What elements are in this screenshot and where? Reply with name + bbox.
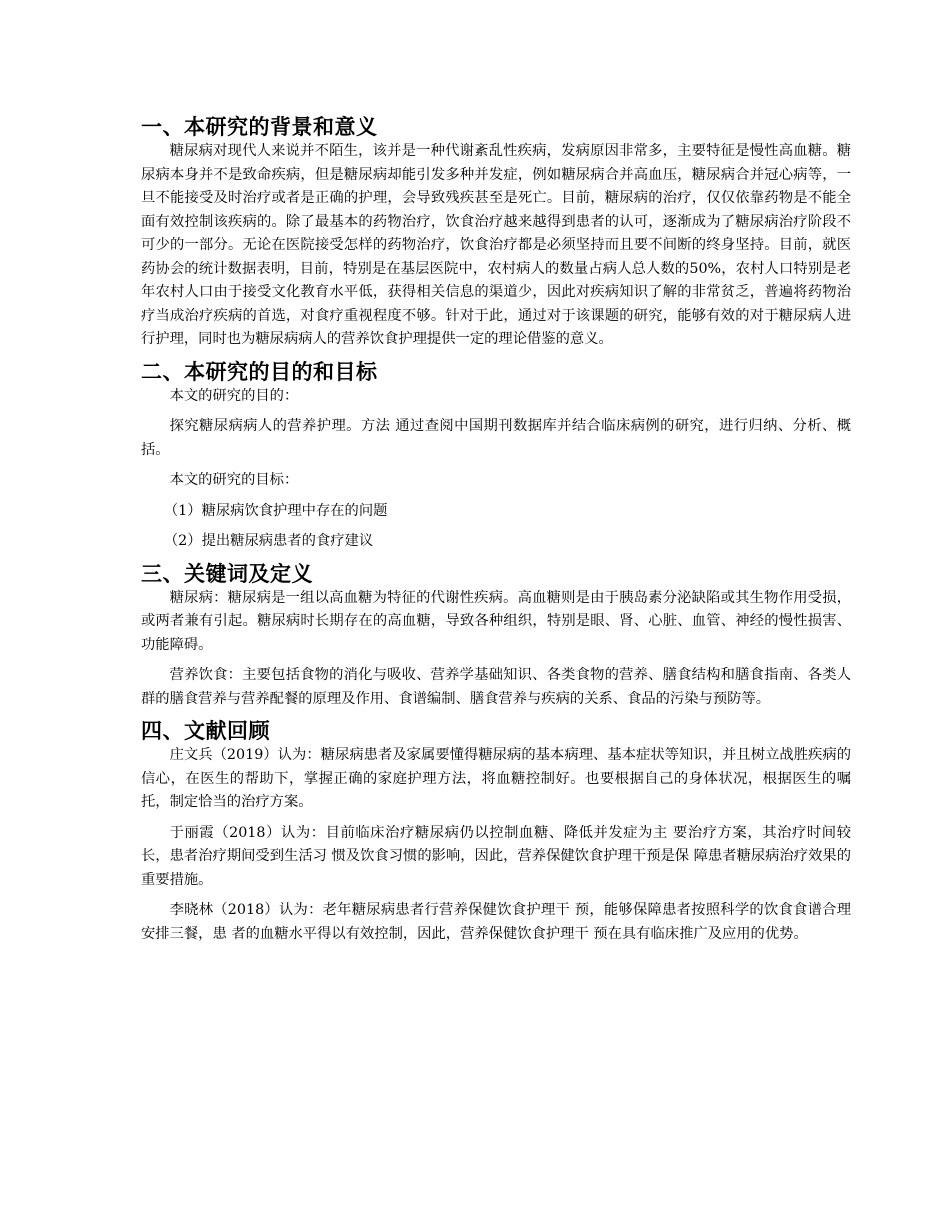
literature-zhuang: 庄文兵（2019）认为：糖尿病患者及家属要懂得糖尿病的基本病理、基本症状等知识，并且树立战胜疾病的信心，在医生的帮助下，掌握正确的家庭护理方法，将血糖控制好。也要根据自己的身体状况，根据医生的嘱托，制定恰当的治疗方案。: [141, 747, 851, 810]
keyword-diabetes: 糖尿病：糖尿病是一组以高血糖为特征的代谢性疾病。高血糖则是由于胰岛素分泌缺陷或其生物作用受损，或两者兼有引起。糖尿病时长期存在的高血糖，导致各种组织，特别是眼、肾、心脏、血管、神经的慢性损害、功能障碍。: [141, 589, 851, 653]
document-page: [141, 114, 851, 946]
literature-li: 李晓林（2018）认为：老年糖尿病患者行营养保健饮食护理干 预，能够保障患者按照科学的饮食食谱合理安排三餐，患 者的血糖水平得以有效控制，因此，营养保健饮食护理干 预在具有临床推广及应用的优势。: [141, 902, 851, 942]
goal-item-2: （2）提出糖尿病患者的食疗建议: [163, 533, 374, 549]
section-heading-background: 一、本研究的背景和意义: [141, 114, 378, 139]
literature-yu: 于丽霞（2018）认为：目前临床治疗糖尿病仍以控制血糖、降低并发症为主 要治疗方案，其治疗时间较长，患者治疗期间受到生活习 惯及饮食习惯的影响，因此，营养保健饮食护理干预是保 障患者糖尿病治疗效果的重要措施。: [141, 824, 851, 888]
keyword-nutrition: 营养饮食：主要包括食物的消化与吸收、营养学基础知识、各类食物的营养、膳食结构和膳食指南、各类人群的膳食营养与营养配餐的原理及作用、食谱编制、膳食营养与疾病的关系、食品的污染与预防等。: [141, 667, 851, 707]
background-paragraph: 糖尿病对现代人来说并不陌生，该并是一种代谢紊乱性疾病，发病原因非常多，主要特征是慢性高血糖。糖尿病本身并不是致命疾病，但是糖尿病却能引发多种并发症，例如糖尿病合并高血压，糖尿病合并冠心病等，一旦不能接受及时治疗或者是正确的护理，会导致残疾甚至是死亡。目前，糖尿病的治疗，仅仅依靠药物是不能全面有效控制该疾病的。除了最基本的药物治疗，饮食治疗越来越得到患者的认可，逐渐成为了糖尿病治疗阶段不可少的一部分。无论在医院接受怎样的药物治疗，饮食治疗都是必须坚持而且要不间断的终身坚持。目前，就医药协会的统计数据表明，目前，特别是在基层医院中，农村病人的数量占病人总人数的50%，农村人口特别是老年农村人口由于接受文化教育水平低，获得相关信息的渠道少，因此对疾病知识了解的非常贫乏，普遍将药物治疗当成治疗疾病的首选，对食疗重视程度不够。针对于此，通过对于该课题的研究，能够有效的对于糖尿病人进行护理，同时也为糖尿病病人的营养饮食护理提供一定的理论借鉴的意义。: [141, 143, 851, 347]
goal-item-1: （1）糖尿病饮食护理中存在的问题: [163, 502, 388, 519]
purpose-intro: 本文的研究的目的：: [169, 387, 299, 404]
section-heading-keywords: 三、关键词及定义: [141, 560, 313, 586]
purpose-method: 探究糖尿病病人的营养护理。方法 通过查阅中国期刊数据库并结合临床病例的研究，进行归纳、分析、概括。: [141, 418, 851, 458]
goals-intro: 本文的研究的目标：: [169, 472, 299, 488]
section-heading-purpose: 二、本研究的目的和目标: [141, 358, 378, 384]
section-heading-literature: 四、文献回顾: [141, 718, 270, 743]
